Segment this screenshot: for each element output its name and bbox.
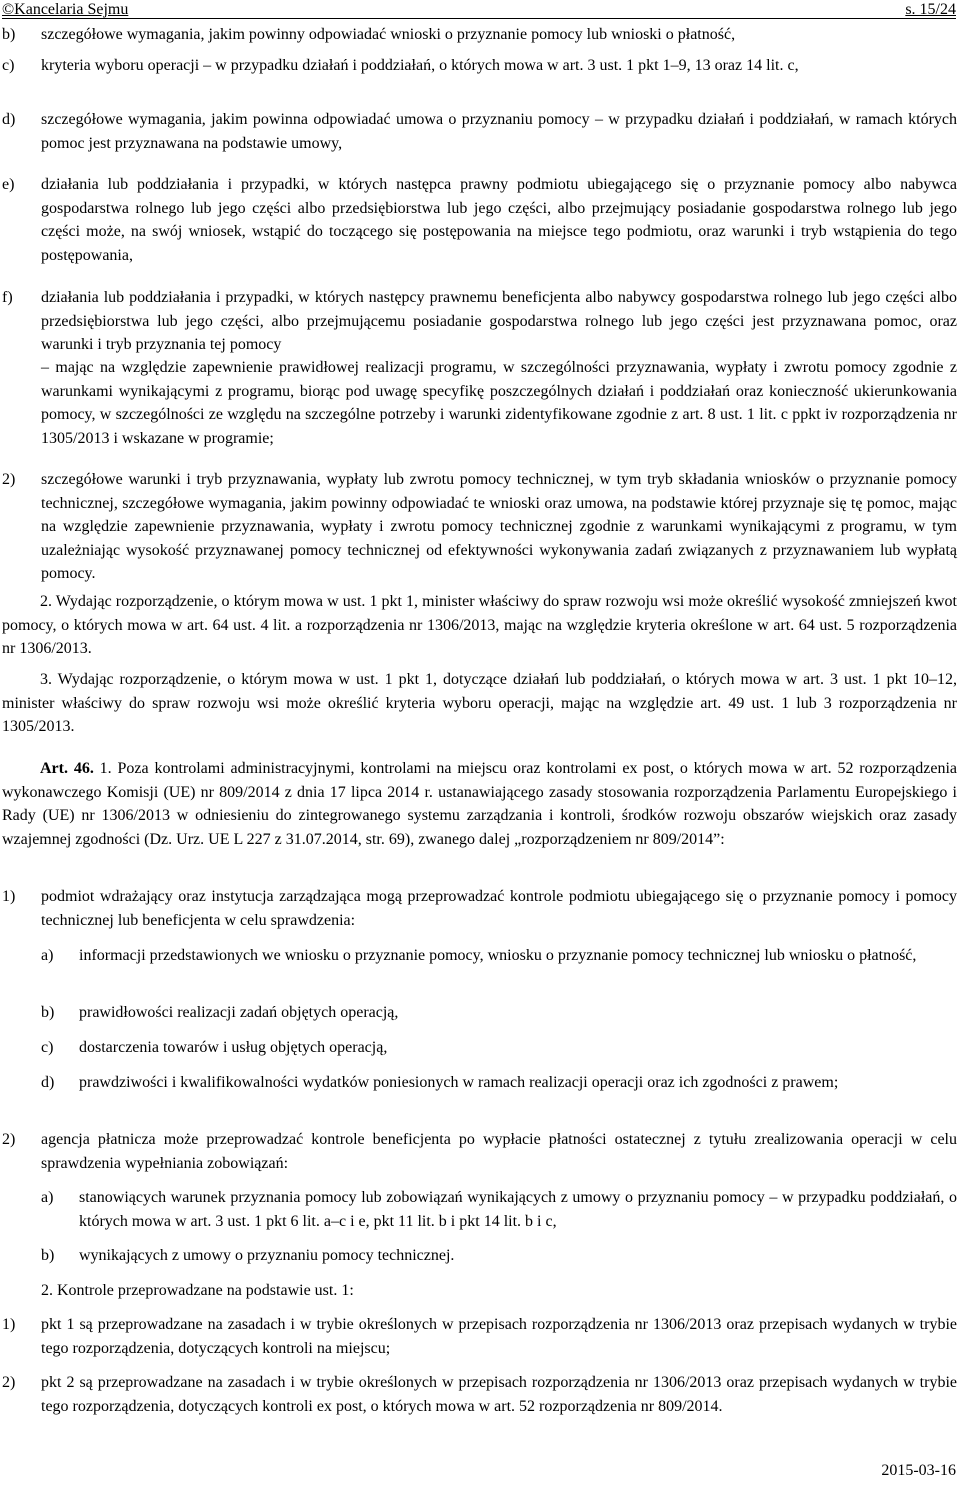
page-number: s. 15/24 — [905, 1, 956, 18]
art46-1-label-d: d) — [41, 1074, 55, 1091]
closing-dash-paragraph: – mając na względzie zapewnienie prawidłowej realizacji programu, w szczególności przyznawania, wypłaty i zwrotu pomocy zgodnie z warunkami wynikającymi z programu, biorąc pod uwagę specyfikę poszczególnych działań i poddziałań oraz konieczność ukierunkowania pomocy, w szczególności ze względu na szczególne potrzeby i warunki zidentyfikowane zgodnie z art. 8 ust. 1 lit. c ppkt iv rozporządzenia nr 1305/2013 i wskazane w programie; — [41, 359, 957, 447]
art46-1-label-b: b) — [41, 1004, 55, 1021]
header-rule — [2, 18, 956, 19]
art46-1-text-c: dostarczenia towarów i usług objętych operacją, — [79, 1039, 388, 1056]
article-46-heading: Art. 46. — [40, 760, 94, 777]
art46-1-text-b: prawidłowości realizacji zadań objętych operacją, — [79, 1004, 399, 1021]
art46-2-text-a: stanowiących warunek przyznania pomocy lub zobowiązań wynikających z umowy o przyznaniu pomocy – w przypadku poddziałań, o których mowa w art. 3 ust. 1 pkt 6 lit. a–c i e, pkt 11 lit. b i pkt 14 lit. b i c, — [79, 1189, 957, 1230]
art46-point-label-1: 1) — [2, 888, 16, 905]
footer-date: 2015-03-16 — [881, 1462, 956, 1479]
item-text-d: szczegółowe wymagania, jakim powinna odpowiadać umowa o przyznaniu pomocy – w przypadku działań i poddziałań, w ramach których pomoc jest przyznawana na podstawie umowy, — [41, 111, 957, 152]
paragraph-ust-3: 3. Wydając rozporządzenie, o którym mowa w ust. 1 pkt 1, dotyczące działań lub poddziałań, o których mowa w art. 3 ust. 1 pkt 10–12, minister właściwy do spraw rozwoju wsi może określić kryteria wyboru operacji, mając na względzie art. 49 ust. 1 lub 3 rozporządzenia nr 1305/2013. — [2, 671, 957, 736]
point-text-2: szczegółowe warunki i tryb przyznawania, wypłaty lub zwrotu pomocy technicznej, w tym tryb składania wniosków o przyznanie pomocy technicznej, szczegółowe wymagania, jakim powinny odpowiadać te wnioski oraz umowa, na podstawie której przyznaje się tę pomoc, mając na względzie zapewnienie przyznawania, wypłaty i zwrotu pomocy technicznej zgodnie z warunkami wynikającymi z programu, w tym uzależniając wysokość przyznawanej pomocy technicznej od efektywności wykonywania zadań związanych z przyznawaniem lub wypłatą pomocy. — [41, 471, 957, 583]
art46-2-label-a: a) — [41, 1189, 54, 1206]
item-text-b: szczegółowe wymagania, jakim powinny odpowiadać wnioski o przyznanie pomocy lub wnioski o płatność, — [41, 26, 736, 43]
article-46 — [2, 757, 957, 851]
art46-1-text-d: prawdziwości i kwalifikowalności wydatków poniesionych w ramach realizacji operacji oraz ich zgodności z prawem; — [79, 1074, 839, 1091]
page-header — [2, 0, 956, 22]
art46-2-label-b: b) — [41, 1247, 55, 1264]
controls-label-2: 2) — [2, 1374, 16, 1391]
art46-paragraph-ust-2: 2. Kontrole przeprowadzane na podstawie ust. 1: — [41, 1282, 354, 1299]
art46-point-text-2: agencja płatnicza może przeprowadzać kontrole beneficjenta po wypłacie płatności ostatecznej z tytułu zrealizowania operacji w celu sprawdzenia wypełniania zobowiązań: — [41, 1131, 957, 1172]
item-text-f: działania lub poddziałania i przypadki, w których następcy prawnemu beneficjenta albo nabywcy gospodarstwa rolnego lub jego części albo przedsiębiorstwa lub jego części, albo przejmującemu posiadanie gospodarstwa rolnego lub jego części jest przyznawana pomoc, oraz warunki i tryb przyznania tej pomocy — [41, 289, 957, 354]
article-46-text: 1. Poza kontrolami administracyjnymi, kontrolami na miejscu oraz kontrolami ex post, o których mowa w art. 52 rozporządzenia wykonawczego Komisji (UE) nr 809/2014 z dnia 17 lipca 2014 r. ustanawiającego zasady stosowania rozporządzenia Parlamentu Europejskiego i Rady (UE) nr 1306/2013 w odniesieniu do zintegrowanego systemu zarządzania i kontroli, środków rozwoju obszarów wiejskich oraz zasady wzajemnej zgodności (Dz. Urz. UE L 227 z 31.07.2014, str. 69), zwanego dalej „rozporządzeniem nr 809/2014”: — [2, 760, 958, 848]
publisher-label: ©Kancelaria Sejmu — [2, 1, 129, 18]
item-label-b: b) — [2, 26, 16, 43]
item-label-e: e) — [2, 176, 15, 193]
art46-point-text-1: podmiot wdrażający oraz instytucja zarządzająca mogą przeprowadzać kontrole podmiotu ubiegającego się o przyznanie pomocy i pomocy technicznej lub beneficjenta w celu sprawdzenia: — [41, 888, 957, 929]
art46-1-text-a: informacji przedstawionych we wniosku o przyznanie pomocy, wniosku o przyznanie pomocy technicznej lub wniosku o płatność, — [79, 947, 917, 964]
item-text-c: kryteria wyboru operacji – w przypadku działań i poddziałań, o których mowa w art. 3 ust. 1 pkt 1–9, 13 oraz 14 lit. c, — [41, 57, 799, 74]
paragraph-ust-2: 2. Wydając rozporządzenie, o którym mowa w ust. 1 pkt 1, minister właściwy do spraw rozwoju wsi może określić wysokość zmniejszeń kwot pomocy, o których mowa w art. 64 ust. 4 lit. a rozporządzenia nr 1306/2013, mając na względzie kryteria określone w art. 64 ust. 5 rozporządzenia nr 1306/2013. — [2, 593, 957, 658]
item-text-e: działania lub poddziałania i przypadki, w których następca prawny podmiotu ubiegającego się o przyznanie pomocy albo nabywca gospodarstwa rolnego lub jego części albo przedsiębiorstwa lub jego części, albo przejmujący posiadanie gospodarstwa rolnego lub jego części może, na swój wniosek, wstąpić do toczącego się postępowania na miejsce tego podmiotu, oraz warunki i tryb wstąpienia do tego postępowania, — [41, 176, 957, 264]
controls-text-1: pkt 1 są przeprowadzane na zasadach i w trybie określonych w przepisach rozporządzenia nr 1306/2013 oraz przepisach wydanych w trybie tego rozporządzenia, dotyczących kontroli na miejscu; — [41, 1316, 957, 1357]
item-label-f: f) — [2, 289, 13, 306]
controls-label-1: 1) — [2, 1316, 16, 1333]
art46-2-text-b: wynikających z umowy o przyznaniu pomocy technicznej. — [79, 1247, 455, 1264]
art46-1-label-a: a) — [41, 947, 54, 964]
art46-1-label-c: c) — [41, 1039, 54, 1056]
item-label-c: c) — [2, 57, 15, 74]
art46-point-label-2: 2) — [2, 1131, 16, 1148]
point-label-2: 2) — [2, 471, 16, 488]
controls-text-2: pkt 2 są przeprowadzane na zasadach i w trybie określonych w przepisach rozporządzenia nr 1306/2013 oraz przepisach wydanych w trybie tego rozporządzenia, dotyczących kontroli ex post, o których mowa w art. 52 rozporządzenia nr 809/2014. — [41, 1374, 957, 1415]
item-label-d: d) — [2, 111, 16, 128]
